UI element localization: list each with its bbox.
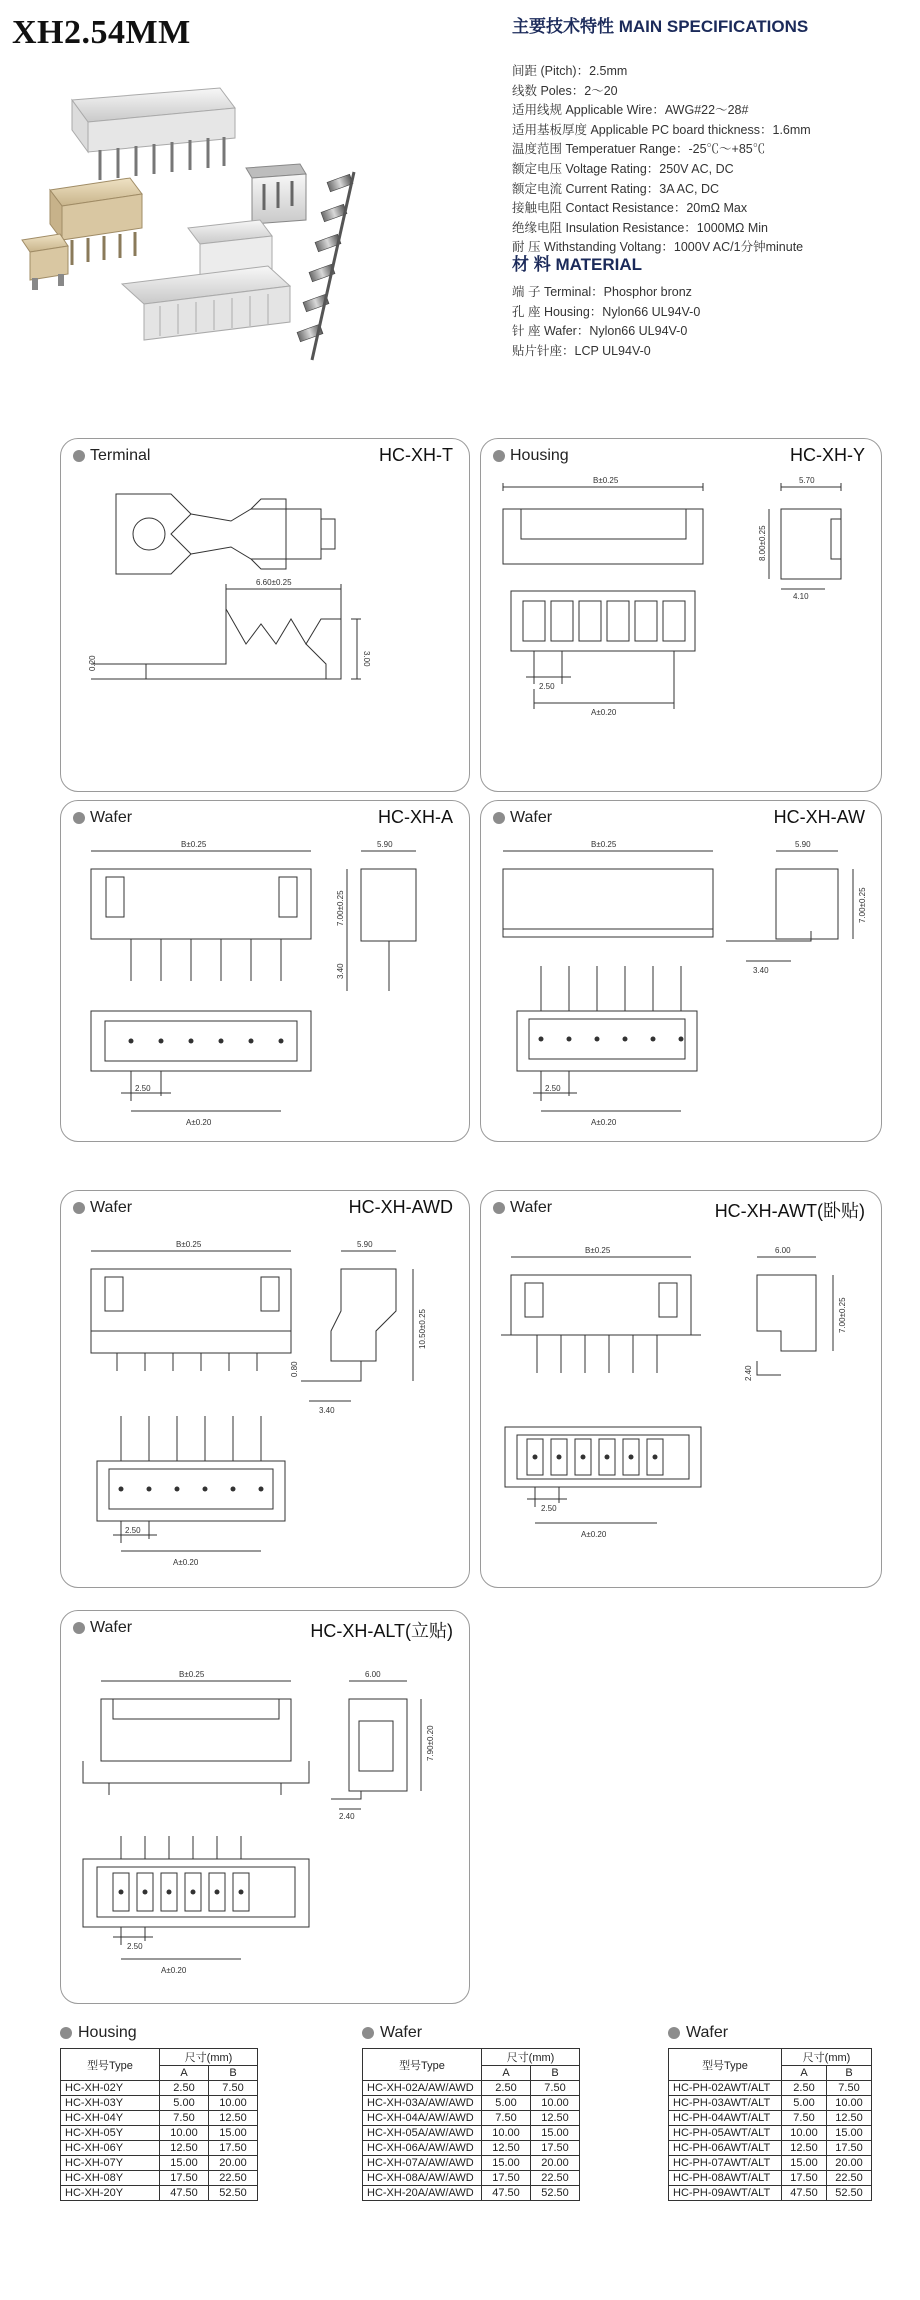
panel-wafer-alt (60, 1610, 470, 2004)
dim-label: A±0.20 (581, 1530, 607, 1539)
panel-code: HC-XH-Y (790, 445, 865, 465)
page-title: XH2.54MM (12, 14, 191, 51)
dim-label: B±0.25 (593, 476, 619, 485)
terminal-drawing (61, 439, 469, 791)
spec-item: 额定电流 Current Rating：3A AC, DC (512, 181, 720, 196)
dim-label: 4.10 (793, 592, 809, 601)
table-header: B (531, 2066, 580, 2081)
spec-item: 温度范围 Temperatuer Range：-25℃～+85℃ (512, 142, 766, 157)
dim-label: A±0.20 (161, 1966, 187, 1975)
table-heading-wafer-smd: Wafer (668, 2024, 728, 2042)
table-row: HC-XH-02A/AW/AWD 2.50 7.50 (363, 2081, 580, 2096)
table-heading-housing: Housing (60, 2024, 137, 2042)
dim-label: 3.40 (336, 963, 345, 979)
table-row: HC-PH-03AWT/ALT 5.00 10.00 (669, 2096, 872, 2111)
panel-label: Housing (510, 447, 569, 464)
panel-terminal (60, 438, 470, 792)
spec-item: 绝缘电阻 Insulation Resistance：1000MΩ Min (512, 220, 768, 235)
table-row: HC-XH-06A/AW/AWD 12.50 17.50 (363, 2141, 580, 2156)
table-row: HC-PH-06AWT/ALT 12.50 17.50 (669, 2141, 872, 2156)
table-row: HC-XH-06Y 12.50 17.50 (61, 2141, 258, 2156)
table-row: HC-PH-02AWT/ALT 2.50 7.50 (669, 2081, 872, 2096)
table-row: HC-XH-20A/AW/AWD 47.50 52.50 (363, 2186, 580, 2201)
spec-item: 适用线规 Applicable Wire：AWG#22～28# (512, 103, 749, 118)
material-item: 针 座 Wafer：Nylon66 UL94V-0 (512, 324, 688, 339)
spec-item: 适用基板厚度 Applicable PC board thickness：1.6mm (512, 122, 811, 137)
table-row: HC-XH-02Y 2.50 7.50 (61, 2081, 258, 2096)
spec-item: 线数 Poles：2～20 (512, 83, 618, 98)
table-row: HC-XH-03A/AW/AWD 5.00 10.00 (363, 2096, 580, 2111)
dim-label: 3.00 (362, 651, 371, 667)
wafer-awt-drawing (481, 1191, 881, 1587)
material-item: 端 子 Terminal：Phosphor bronz (512, 285, 692, 299)
table-header: A (160, 2066, 209, 2081)
table-row: HC-XH-04Y 7.50 12.50 (61, 2111, 258, 2126)
dim-label: 7.00±0.25 (838, 1297, 847, 1333)
table-header: 尺寸(mm) (782, 2049, 872, 2066)
bullet-icon (60, 2027, 72, 2039)
dim-label: 5.90 (795, 840, 811, 849)
table-heading-wafer: Wafer (362, 2024, 422, 2042)
dim-label: 2.50 (541, 1504, 557, 1513)
table-header: A (782, 2066, 827, 2081)
dim-label: 7.90±0.20 (426, 1725, 435, 1761)
specs-heading: 主要技术特性 MAIN SPECIFICATIONS (512, 17, 809, 36)
dim-label: A±0.20 (591, 1118, 617, 1127)
dim-label: 8.00±0.25 (758, 525, 767, 561)
panel-label: Wafer (510, 809, 553, 826)
panel-wafer-awt (480, 1190, 882, 1588)
table-row: HC-XH-07A/AW/AWD 15.00 20.00 (363, 2156, 580, 2171)
dim-label: 0.20 (88, 655, 97, 671)
dim-label: 6.00 (775, 1246, 791, 1255)
table-row: HC-XH-07Y 15.00 20.00 (61, 2156, 258, 2171)
table-header: A (482, 2066, 531, 2081)
dim-label: 6.60±0.25 (256, 578, 292, 587)
dim-label: 10.50±0.25 (418, 1309, 427, 1349)
dim-label: 5.90 (357, 1240, 373, 1249)
panel-label: Wafer (510, 1199, 553, 1216)
table-row: HC-XH-20Y 47.50 52.50 (61, 2186, 258, 2201)
material-heading: 材 料 MATERIAL (512, 255, 643, 274)
dim-label: 2.50 (135, 1084, 151, 1093)
dim-label: 2.40 (744, 1365, 753, 1381)
spec-item: 耐 压 Withstanding Voltang：1000V AC/1分钟minute (512, 240, 804, 255)
spec-item: 额定电压 Voltage Rating：250V AC, DC (512, 161, 734, 176)
dim-label: B±0.25 (181, 840, 207, 849)
panel-code: HC-XH-AW (773, 807, 865, 827)
table-header: 型号Type (61, 2049, 160, 2081)
spec-item: 间距 (Pitch)：2.5mm (512, 64, 628, 78)
dim-label: 5.90 (377, 840, 393, 849)
wafer-smd-table (668, 2048, 872, 2201)
wafer-awd-drawing (61, 1191, 469, 1587)
dim-label: 2.40 (339, 1812, 355, 1821)
table-row: HC-PH-08AWT/ALT 17.50 22.50 (669, 2171, 872, 2186)
dim-label: A±0.20 (173, 1558, 199, 1567)
table-row: HC-XH-05Y 10.00 15.00 (61, 2126, 258, 2141)
table-header: B (209, 2066, 258, 2081)
dim-label: 3.40 (319, 1406, 335, 1415)
dim-label: 7.00±0.25 (336, 890, 345, 926)
table-row: HC-PH-05AWT/ALT 10.00 15.00 (669, 2126, 872, 2141)
dim-label: 2.50 (545, 1084, 561, 1093)
panel-label: Wafer (90, 809, 133, 826)
specs-list (512, 62, 811, 258)
panel-wafer-a (60, 800, 470, 1142)
dim-label: 0.80 (290, 1361, 299, 1377)
bullet-icon (668, 2027, 680, 2039)
dim-label: B±0.25 (585, 1246, 611, 1255)
dim-label: B±0.25 (176, 1240, 202, 1249)
panel-code: HC-XH-T (379, 445, 453, 465)
wafer-alt-drawing (61, 1611, 469, 2003)
panel-label: Wafer (90, 1199, 133, 1216)
panel-code: HC-XH-AWT(卧贴) (714, 1201, 865, 1221)
dim-label: 3.40 (753, 966, 769, 975)
panel-label: Terminal (90, 447, 151, 464)
dim-label: 2.50 (127, 1942, 143, 1951)
table-row: HC-PH-04AWT/ALT 7.50 12.50 (669, 2111, 872, 2126)
table-header: 型号Type (669, 2049, 782, 2081)
material-item: 孔 座 Housing：Nylon66 UL94V-0 (512, 304, 701, 319)
dim-label: 2.50 (125, 1526, 141, 1535)
dim-label: 6.00 (365, 1670, 381, 1679)
table-header: B (827, 2066, 872, 2081)
panel-code: HC-XH-AWD (348, 1197, 453, 1217)
dim-label: B±0.25 (591, 840, 617, 849)
panel-housing (480, 438, 882, 792)
wafer-aw-drawing (481, 801, 881, 1141)
dim-label: A±0.20 (186, 1118, 212, 1127)
table-row: HC-XH-08A/AW/AWD 17.50 22.50 (363, 2171, 580, 2186)
dim-label: B±0.25 (179, 1670, 205, 1679)
dim-label: A±0.20 (591, 708, 617, 717)
wafer-a-drawing (61, 801, 469, 1141)
table-header: 尺寸(mm) (482, 2049, 580, 2066)
table-header: 型号Type (363, 2049, 482, 2081)
table-row: HC-XH-03Y 5.00 10.00 (61, 2096, 258, 2111)
wafer-table (362, 2048, 580, 2201)
table-row: HC-XH-08Y 17.50 22.50 (61, 2171, 258, 2186)
table-row: HC-PH-07AWT/ALT 15.00 20.00 (669, 2156, 872, 2171)
table-row: HC-PH-09AWT/ALT 47.50 52.50 (669, 2186, 872, 2201)
table-row: HC-XH-05A/AW/AWD 10.00 15.00 (363, 2126, 580, 2141)
spec-item: 接触电阻 Contact Resistance：20mΩ Max (512, 201, 748, 216)
dim-label: 7.00±0.25 (858, 887, 867, 923)
dim-label: 2.50 (539, 682, 555, 691)
panel-code: HC-XH-ALT(立贴) (310, 1621, 453, 1641)
table-row: HC-XH-04A/AW/AWD 7.50 12.50 (363, 2111, 580, 2126)
table-header: 尺寸(mm) (160, 2049, 258, 2066)
dim-label: 5.70 (799, 476, 815, 485)
housing-drawing (481, 439, 881, 791)
panel-label: Wafer (90, 1619, 133, 1636)
product-photo (10, 60, 370, 390)
panel-wafer-awd (60, 1190, 470, 1588)
panel-wafer-aw (480, 800, 882, 1142)
housing-table (60, 2048, 258, 2201)
material-item: 贴片针座：LCP UL94V-0 (512, 343, 651, 358)
material-list (512, 283, 700, 361)
panel-code: HC-XH-A (378, 807, 453, 827)
bullet-icon (362, 2027, 374, 2039)
